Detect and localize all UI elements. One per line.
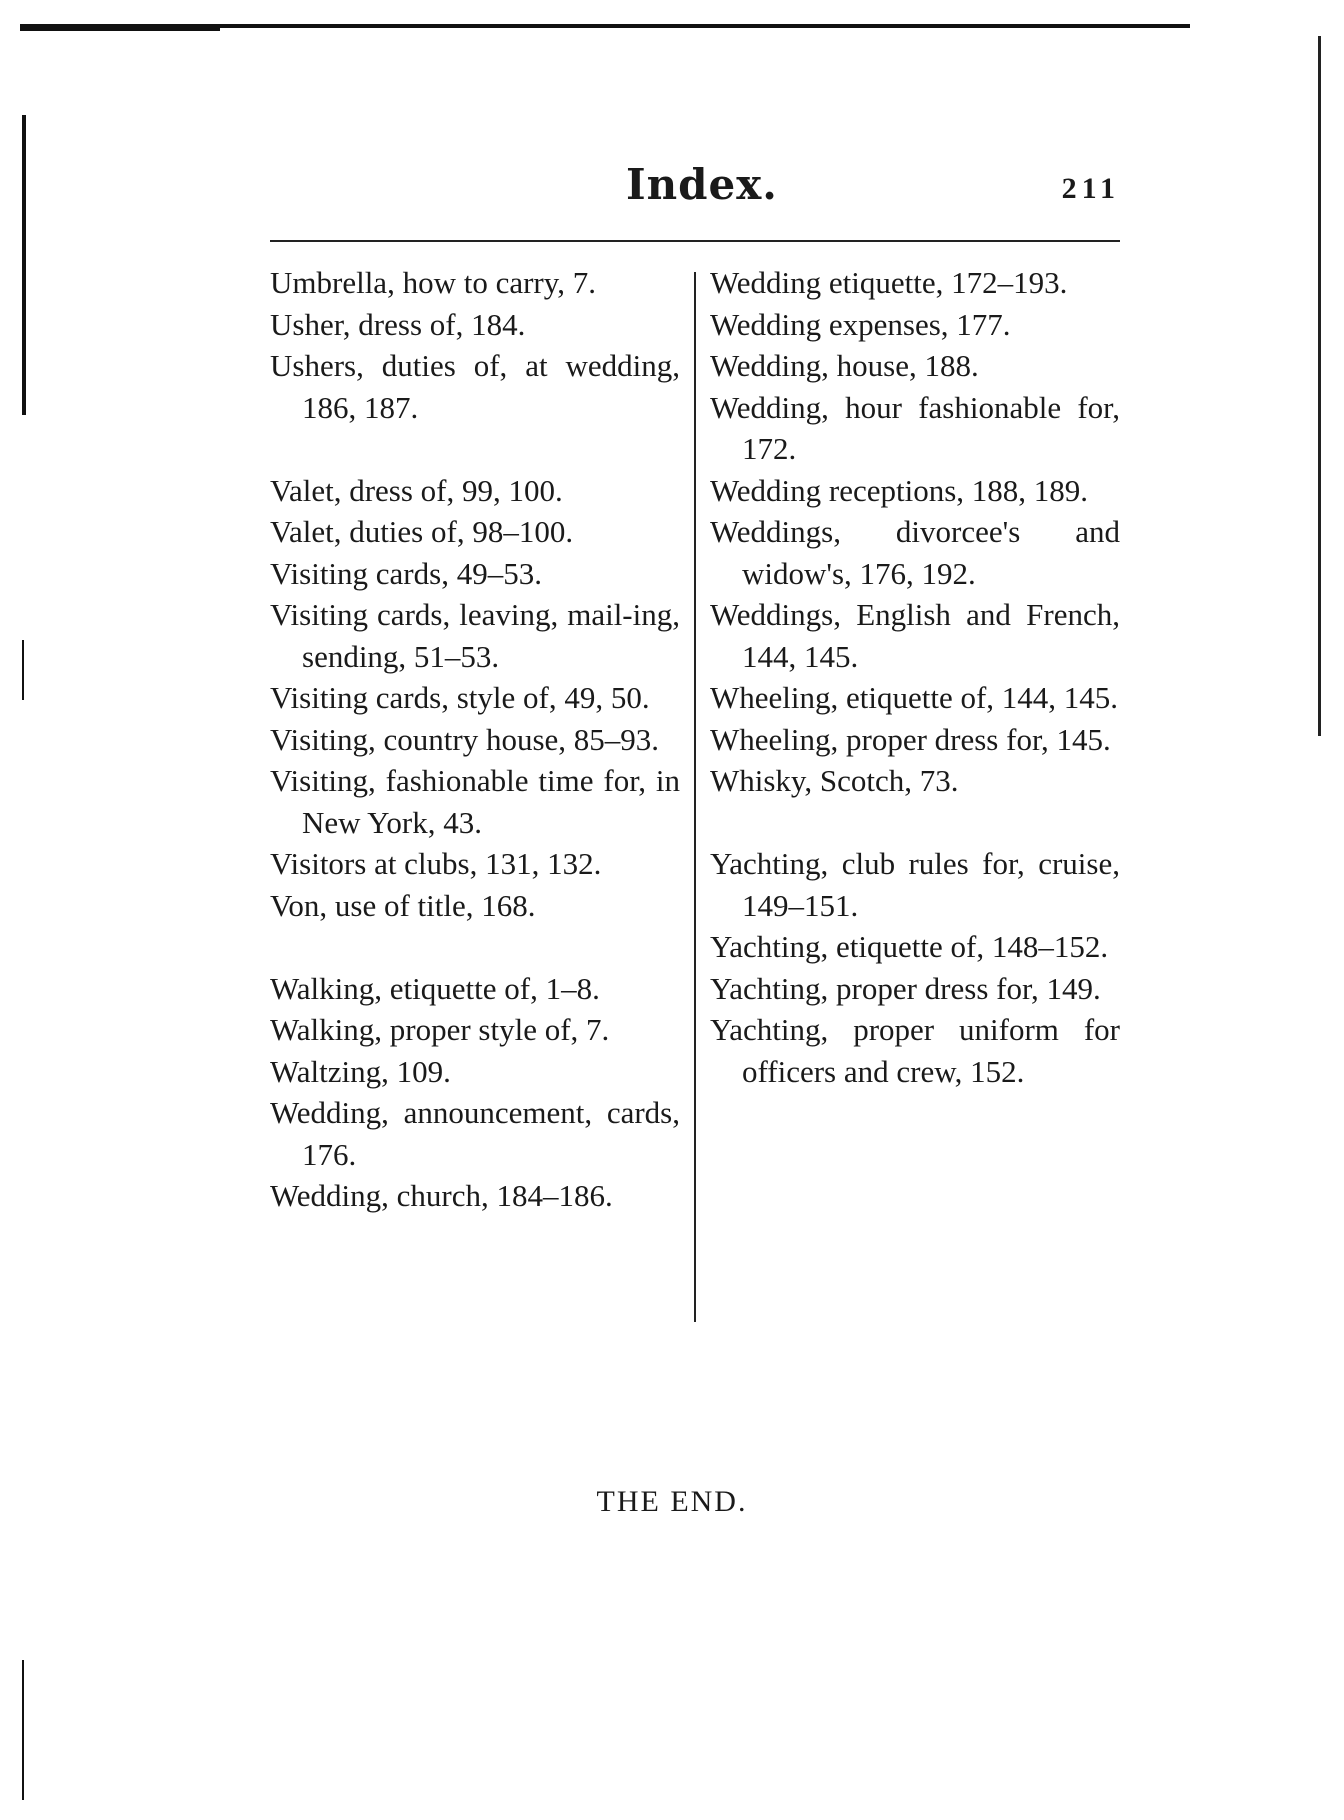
index-entry: Wedding, announcement, cards, 176. (270, 1095, 680, 1172)
page-title: Index. (626, 160, 778, 209)
index-entry: Weddings, English and French, 144, 145. (710, 597, 1120, 674)
index-entry: Umbrella, how to carry, 7. (270, 265, 596, 300)
index-column-right (710, 262, 1120, 1092)
scan-left-edge (22, 115, 26, 415)
index-entry: Usher, dress of, 184. (270, 306, 526, 342)
index-entry: Weddings, divorcee's and widow's, 176, 192. (710, 514, 1120, 591)
index-entry: Waltzing, 109. (270, 1053, 451, 1089)
index-entry: Yachting, club rules for, cruise, 149–151. (710, 846, 1120, 923)
index-entry: Valet, duties of, 98–100. (270, 514, 574, 549)
index-entry: Visiting cards, leaving, mail-ing, sending, 51–53. (270, 597, 680, 674)
index-column-left (270, 262, 680, 1217)
scan-left-edge-mark (22, 640, 24, 700)
index-entry: Wedding etiquette, 172–193. (710, 265, 1068, 300)
index-entry: Walking, etiquette of, 1–8. (270, 970, 600, 1006)
index-entry: Whisky, Scotch, 73. (710, 763, 959, 798)
scan-top-border (20, 24, 1190, 31)
index-entry: Wedding, church, 184–186. (270, 1178, 613, 1213)
index-entry: Wedding expenses, 177. (710, 306, 1011, 342)
index-entry: Visiting cards, style of, 49, 50. (270, 680, 650, 715)
header-rule (270, 240, 1120, 242)
scan-left-edge-bottom (22, 1660, 24, 1800)
letter-group-gap (270, 926, 680, 968)
page-header (270, 160, 1120, 220)
scan-right-edge (1318, 36, 1321, 736)
index-entry: Yachting, proper uniform for officers and crew, 152. (710, 1012, 1120, 1089)
letter-group-gap (270, 428, 680, 470)
closing-text: THE END. (596, 1485, 748, 1518)
index-entry: Walking, proper style of, 7. (270, 1012, 610, 1047)
index-entry: Valet, dress of, 99, 100. (270, 472, 563, 508)
index-entry: Wedding, house, 188. (710, 348, 979, 383)
index-entry: Yachting, etiquette of, 148–152. (710, 929, 1109, 964)
index-entry: Visiting cards, 49–53. (270, 555, 542, 591)
index-entry: Visitors at clubs, 131, 132. (270, 846, 602, 881)
index-entry: Wheeling, proper dress for, 145. (710, 721, 1111, 757)
index-entry: Ushers, duties of, at wedding, 186, 187. (270, 348, 680, 425)
index-entry: Visiting, country house, 85–93. (270, 721, 660, 757)
column-divider (694, 272, 696, 1322)
page-number: 211 (1061, 172, 1120, 205)
index-entry: Von, use of title, 168. (270, 887, 536, 923)
index-entry: Visiting, fashionable time for, in New York, 43. (270, 763, 680, 840)
index-entry: Wedding receptions, 188, 189. (710, 472, 1089, 508)
index-entry: Yachting, proper dress for, 149. (710, 970, 1101, 1006)
index-entry: Wedding, hour fashionable for, 172. (710, 389, 1120, 466)
letter-group-gap (710, 802, 1120, 844)
index-entry: Wheeling, etiquette of, 144, 145. (710, 680, 1119, 715)
